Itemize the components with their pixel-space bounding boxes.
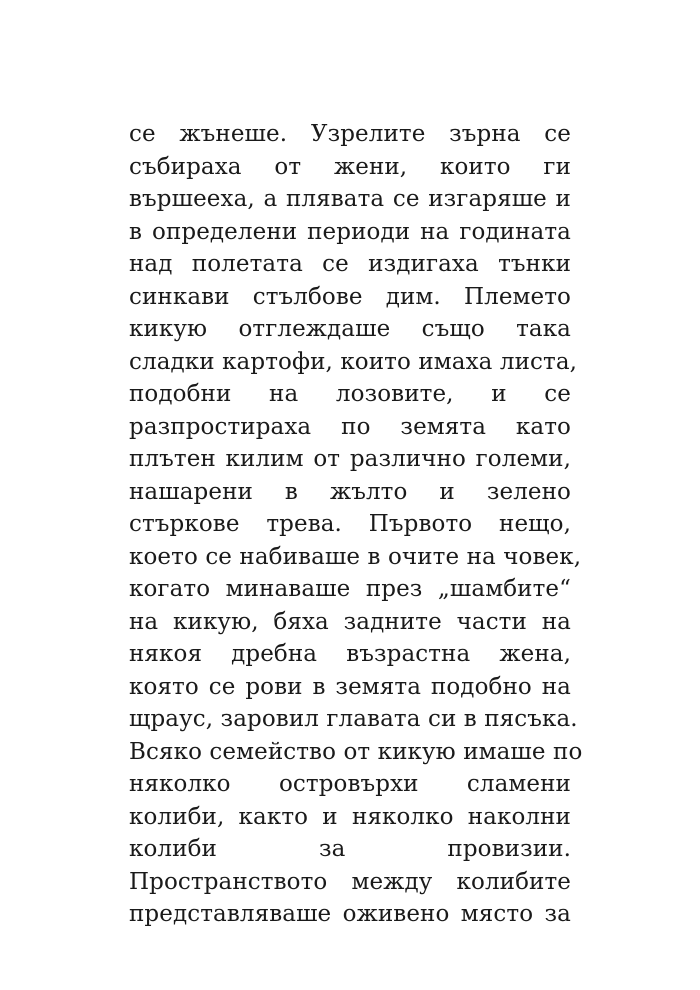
- text-line: синкави стълбове дим. Племето: [129, 283, 571, 310]
- text-line: Пространството между колибите: [129, 868, 571, 895]
- text-line: някоя дребна възрастна жена,: [129, 641, 571, 667]
- text-line: колиби за провизии.: [129, 836, 571, 862]
- text-line: стъркове трева. Първото нещо,: [129, 511, 571, 537]
- text-line: се жънеше. Узрелите зърна се: [129, 121, 571, 147]
- text-line: щраус, заровил главата си в пясъка.: [129, 706, 578, 732]
- body-text: [129, 118, 583, 931]
- text-line: нашарени в жълто и зелено: [129, 478, 571, 505]
- text-line: което се набиваше в очите на човек,: [129, 543, 582, 570]
- text-line: разпростираха по земята като: [129, 413, 571, 440]
- text-line: когато минаваше през „шамбите“: [129, 576, 571, 602]
- text-line: кикую отглеждаше също така: [129, 316, 571, 342]
- text-line: която се рови в земята подобно на: [129, 673, 571, 700]
- text-line: вършееха, а плявата се изгаряше и: [129, 186, 571, 212]
- text-line: колиби, както и няколко наколни: [129, 803, 571, 830]
- text-line: Всяко семейство от кикую имаше по: [129, 738, 583, 765]
- text-line: в определени периоди на годината: [129, 218, 571, 245]
- text-line: плътен килим от различно големи,: [129, 446, 571, 472]
- text-line: на кикую, бяха задните части на: [129, 608, 571, 635]
- text-line: представляваше оживено място за: [129, 901, 571, 927]
- text-line: няколко островърхи сламени: [129, 771, 571, 797]
- text-line: подобни на лозовите, и се: [129, 381, 571, 407]
- text-line: над полетата се издигаха тънки: [129, 251, 571, 277]
- text-line: събираха от жени, които ги: [129, 153, 571, 180]
- text-line: сладки картофи, които имаха листа,: [129, 348, 578, 375]
